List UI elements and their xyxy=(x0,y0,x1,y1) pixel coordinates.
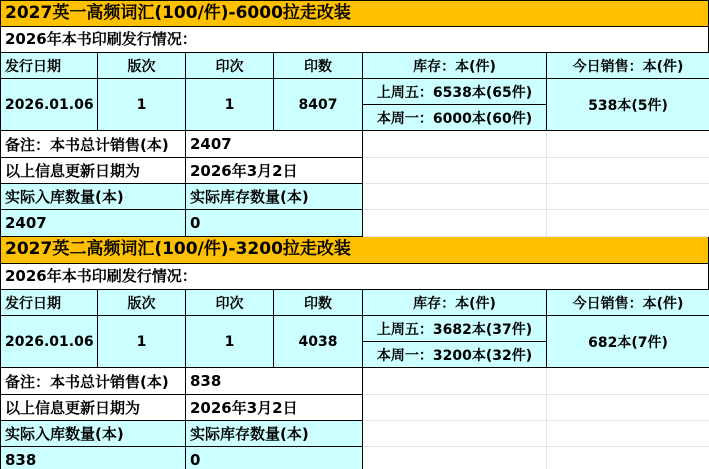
inventory-last-friday-cell[interactable]: 上周五：3682本(37件) xyxy=(363,316,547,342)
empty-cell[interactable] xyxy=(363,368,547,395)
empty-cell[interactable] xyxy=(547,447,709,469)
actual-inventory-value-cell[interactable]: 0 xyxy=(186,447,363,469)
data-cell-issue-date[interactable]: 2026.01.06 xyxy=(1,316,98,368)
header-cell-print-count[interactable]: 印数 xyxy=(274,290,363,316)
actual-inventory-value-cell[interactable]: 0 xyxy=(186,210,363,237)
inventory-this-monday-cell[interactable]: 本周一：6000本(60件) xyxy=(363,105,547,131)
notes-table xyxy=(0,368,709,469)
empty-cell[interactable] xyxy=(363,210,547,237)
update-date-label-cell[interactable]: 以上信息更新日期为 xyxy=(1,158,186,184)
notes-table xyxy=(0,131,709,237)
actual-inbound-label-cell[interactable]: 实际入库数量(本) xyxy=(1,421,186,447)
data-cell-print-count[interactable]: 4038 xyxy=(274,316,363,368)
empty-cell[interactable] xyxy=(363,447,547,469)
empty-cell[interactable] xyxy=(547,368,709,395)
empty-cell[interactable] xyxy=(547,184,709,210)
section-subtitle-cell[interactable]: 2026年本书印刷发行情况： xyxy=(0,27,709,53)
data-cell-print-count[interactable]: 8407 xyxy=(274,79,363,131)
header-cell-edition[interactable]: 版次 xyxy=(98,290,186,316)
empty-cell[interactable] xyxy=(547,421,709,447)
header-cell-issue-date[interactable]: 发行日期 xyxy=(1,53,98,79)
header-cell-edition[interactable]: 版次 xyxy=(98,53,186,79)
actual-inbound-value-cell[interactable]: 2407 xyxy=(1,210,186,237)
total-sales-value-cell[interactable]: 838 xyxy=(186,368,363,395)
section-title-cell[interactable]: 2027英一高频词汇(100/件)-6000拉走改装 xyxy=(0,0,709,27)
data-cell-edition[interactable]: 1 xyxy=(98,79,186,131)
empty-cell[interactable] xyxy=(547,131,709,158)
total-sales-value-cell[interactable]: 2407 xyxy=(186,131,363,158)
inventory-last-friday-cell[interactable]: 上周五：6538本(65件) xyxy=(363,79,547,105)
update-date-value-cell[interactable]: 2026年3月2日 xyxy=(186,158,363,184)
update-date-label-cell[interactable]: 以上信息更新日期为 xyxy=(1,395,186,421)
empty-cell[interactable] xyxy=(363,421,547,447)
actual-inventory-label-cell[interactable]: 实际库存数量(本) xyxy=(186,421,363,447)
empty-cell[interactable] xyxy=(547,158,709,184)
empty-cell[interactable] xyxy=(363,395,547,421)
actual-inventory-label-cell[interactable]: 实际库存数量(本) xyxy=(186,184,363,210)
data-cell-edition[interactable]: 1 xyxy=(98,316,186,368)
empty-cell[interactable] xyxy=(547,210,709,237)
header-cell-inventory[interactable]: 库存：本(件) xyxy=(363,290,547,316)
inventory-this-monday-cell[interactable]: 本周一：3200本(32件) xyxy=(363,342,547,368)
total-sales-label-cell[interactable]: 备注：本书总计销售(本) xyxy=(1,131,186,158)
data-cell-issue-date[interactable]: 2026.01.06 xyxy=(1,79,98,131)
print-info-table xyxy=(0,53,709,131)
update-date-value-cell[interactable]: 2026年3月2日 xyxy=(186,395,363,421)
total-sales-label-cell[interactable]: 备注：本书总计销售(本) xyxy=(1,368,186,395)
empty-cell[interactable] xyxy=(363,184,547,210)
today-sales-cell[interactable]: 682本(7件) xyxy=(547,316,709,368)
data-cell-printing[interactable]: 1 xyxy=(186,316,274,368)
actual-inbound-value-cell[interactable]: 838 xyxy=(1,447,186,469)
header-cell-inventory[interactable]: 库存：本(件) xyxy=(363,53,547,79)
header-cell-print-count[interactable]: 印数 xyxy=(274,53,363,79)
section-title-cell[interactable]: 2027英二高频词汇(100/件)-3200拉走改装 xyxy=(0,237,709,264)
empty-cell[interactable] xyxy=(363,158,547,184)
header-cell-today-sales[interactable]: 今日销售：本(件) xyxy=(547,290,709,316)
section-subtitle-cell[interactable]: 2026年本书印刷发行情况： xyxy=(0,264,709,290)
header-cell-issue-date[interactable]: 发行日期 xyxy=(1,290,98,316)
header-cell-printing[interactable]: 印次 xyxy=(186,290,274,316)
data-cell-printing[interactable]: 1 xyxy=(186,79,274,131)
print-info-table xyxy=(0,290,709,368)
empty-cell[interactable] xyxy=(547,395,709,421)
book-section-2 xyxy=(0,237,709,469)
today-sales-cell[interactable]: 538本(5件) xyxy=(547,79,709,131)
header-cell-printing[interactable]: 印次 xyxy=(186,53,274,79)
empty-cell[interactable] xyxy=(363,131,547,158)
actual-inbound-label-cell[interactable]: 实际入库数量(本) xyxy=(1,184,186,210)
header-cell-today-sales[interactable]: 今日销售：本(件) xyxy=(547,53,709,79)
